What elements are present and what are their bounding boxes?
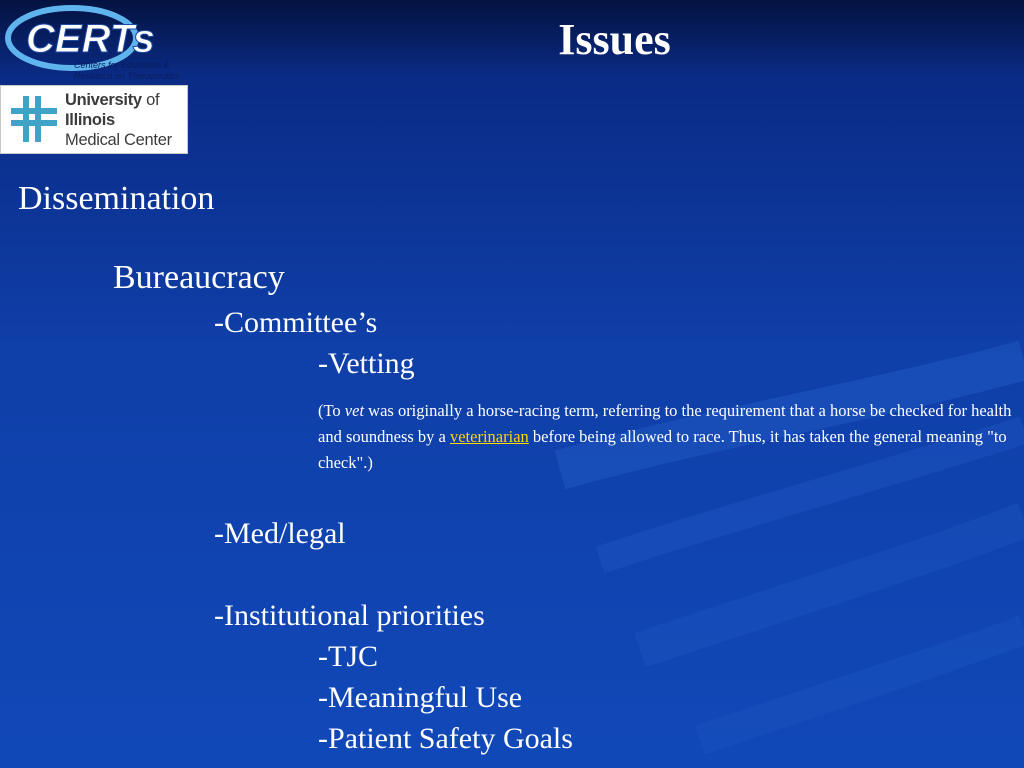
uic-logo-illinois: Illinois <box>65 111 115 129</box>
uic-medical-center-logo <box>0 85 188 154</box>
item-vetting: -Vetting <box>318 347 415 380</box>
note-open: (To <box>318 401 345 420</box>
veterinarian-link[interactable]: veterinarian <box>449 427 529 446</box>
item-tjc: -TJC <box>318 640 378 673</box>
note-part-2: before being allowed to race. Thus, it has taken the general meaning "to check".) <box>318 427 1007 472</box>
item-meaningful-use: -Meaningful Use <box>318 681 523 714</box>
note-part-1: was originally a horse-racing term, referring to the requirement that a horse be checked for health and soundness by a <box>318 401 1012 446</box>
item-med-legal: -Med/legal <box>214 517 346 550</box>
uic-cross-icon <box>9 94 61 144</box>
certs-tagline-1: Centers for Education & <box>74 60 170 70</box>
uic-logo-of: of <box>141 91 160 109</box>
item-patient-safety-goals: -Patient Safety Goals <box>318 722 573 755</box>
slide-title: Issues <box>558 15 671 64</box>
note-term-vet: vet <box>344 401 365 420</box>
item-committees: -Committee’s <box>214 306 378 339</box>
vetting-note <box>318 398 1018 476</box>
heading-dissemination: Dissemination <box>18 180 215 217</box>
certs-tagline-2: Research on Therapeutics <box>74 71 180 81</box>
subheading-bureaucracy: Bureaucracy <box>113 259 285 296</box>
uic-logo-university: University <box>65 91 142 109</box>
certs-wordmark: CERTs <box>26 17 155 61</box>
item-institutional-priorities: -Institutional priorities <box>214 599 485 632</box>
uic-logo-medical-center: Medical Center <box>65 131 172 149</box>
